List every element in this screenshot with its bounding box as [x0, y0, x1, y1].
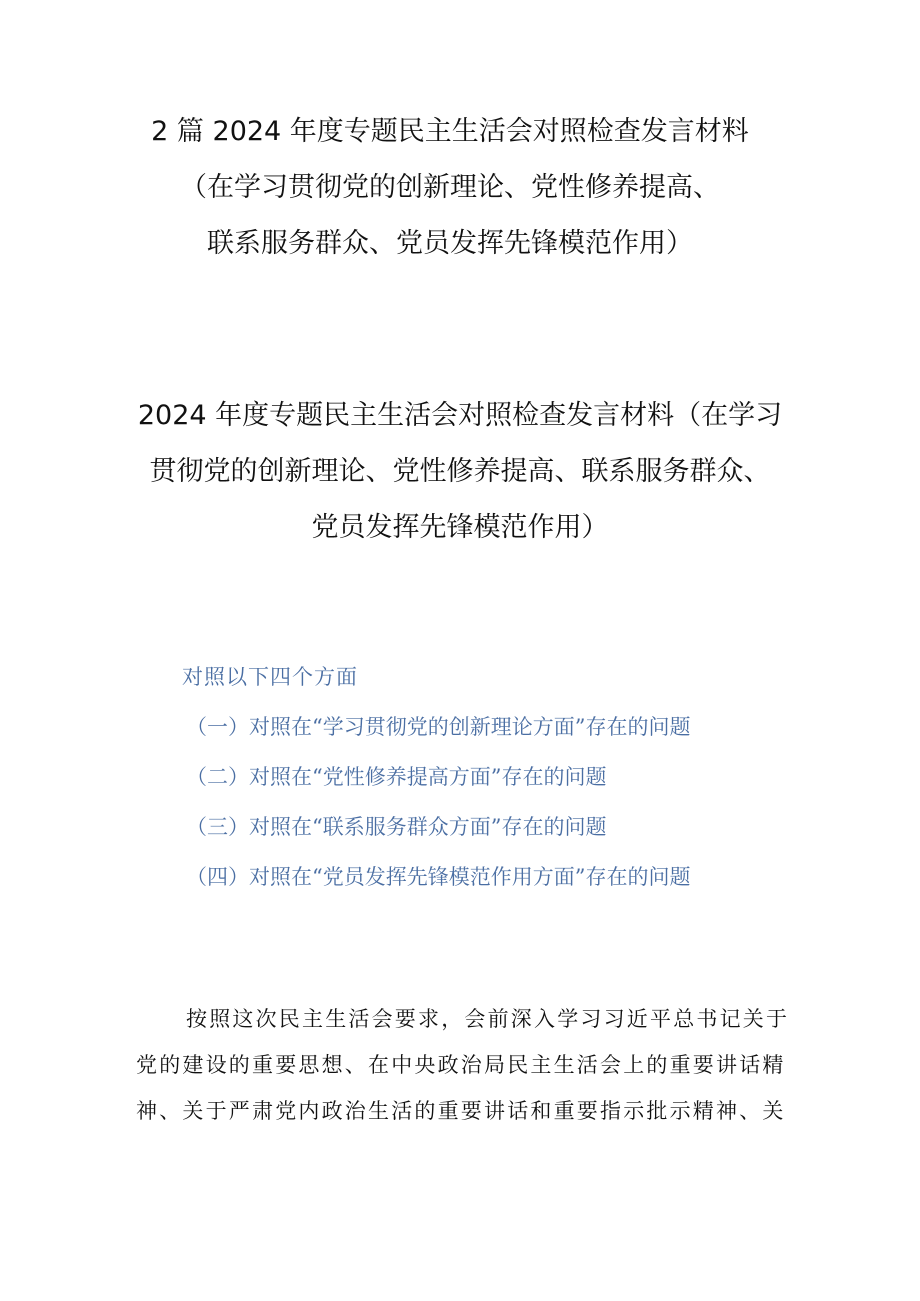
toc-heading[interactable]: 对照以下四个方面: [182, 665, 358, 689]
section-title-line: 党员发挥先锋模范作用）: [311, 512, 609, 543]
body-line: 党的建设的重要思想、在中央政治局民主生活会上的重要讲话精: [136, 1053, 786, 1077]
document-title: [100, 104, 800, 272]
body-paragraph: [136, 996, 796, 1134]
toc-item[interactable]: （一）对照在“学习贯彻党的创新理论方面”存在的问题: [186, 715, 691, 739]
table-of-contents: [182, 656, 822, 906]
section-title-line: 贯彻党的创新理论、党性修养提高、联系服务群众、: [149, 456, 771, 487]
document-title-line: 联系服务群众、党员发挥先锋模范作用）: [207, 228, 693, 259]
document-title-line: （在学习贯彻党的创新理论、党性修养提高、: [180, 172, 720, 203]
document-title-line: 2 篇 2024 年度专题民主生活会对照检查发言材料: [151, 116, 749, 147]
section-title: [110, 388, 810, 556]
body-line: 按照这次民主生活会要求，会前深入学习习近平总书记关于: [186, 1007, 790, 1031]
toc-item[interactable]: （四）对照在“党员发挥先锋模范作用方面”存在的问题: [186, 865, 691, 889]
toc-item[interactable]: （二）对照在“党性修养提高方面”存在的问题: [186, 765, 607, 789]
body-line: 神、关于严肃党内政治生活的重要讲话和重要指示批示精神、关: [136, 1099, 786, 1123]
section-title-line: 2024 年度专题民主生活会对照检查发言材料（在学习: [137, 400, 783, 431]
toc-item[interactable]: （三）对照在“联系服务群众方面”存在的问题: [186, 815, 607, 839]
